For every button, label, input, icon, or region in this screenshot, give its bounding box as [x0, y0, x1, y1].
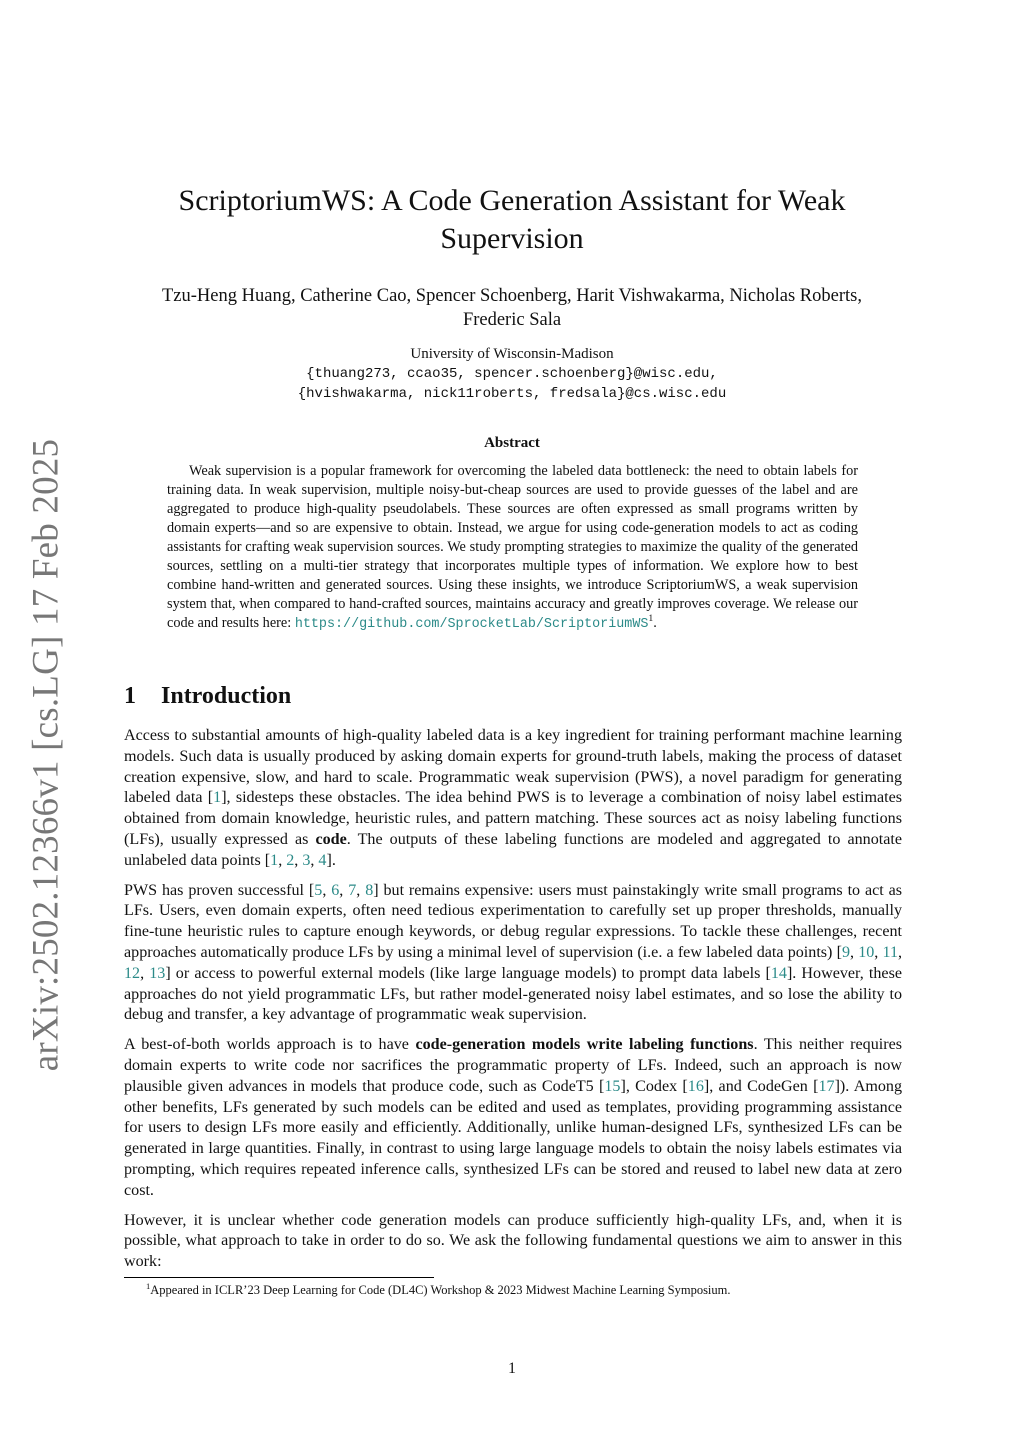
- p2-text-d: ]. However, these approaches do not yield programmatic LFs, but rather model-generated noisy label estimates, and so lose the ability to debug and transfer, a key advantage of programmatic weak supervision.: [124, 964, 902, 1024]
- p3-text-e: ]). Among other benefits, LFs generated by such models can be edited and used as templates, providing programming assistance for users to design LFs more easily and efficiently. Additionally, unlike human-designed LFs, synthesized LFs can be generated in large quantities. Finally, in contrast to using large language models to obtain the noisy labels estimates via prompting, which requires repeated inference calls, synthesized LFs can be stored and reused to label new data at zero cost.: [124, 1077, 902, 1199]
- authors-line-1: Tzu-Heng Huang, Catherine Cao, Spencer Schoenberg, Harit Vishwakarma, Nicholas Roberts,: [162, 286, 862, 306]
- separator: ,: [874, 943, 883, 961]
- paragraph-2: [124, 881, 902, 1027]
- citation[interactable]: 11: [882, 943, 898, 961]
- section-heading: [124, 683, 291, 710]
- p1-close: ].: [326, 851, 336, 869]
- citation[interactable]: 1: [213, 789, 222, 807]
- affiliation: University of Wisconsin-Madison: [410, 346, 614, 362]
- p2-text-a: PWS has proven successful [: [124, 881, 315, 899]
- paragraph-3: [124, 1035, 902, 1201]
- separator: ,: [356, 881, 366, 899]
- separator: ,: [322, 881, 332, 899]
- separator: ,: [278, 851, 287, 869]
- citation[interactable]: 16: [687, 1077, 704, 1095]
- paragraph-4: However, it is unclear whether code generation models can produce sufficiently high-quality LFs, and, when it is possible, what approach to take in order to do so. We ask the following fundamental questions we aim to answer in this work:: [124, 1211, 902, 1271]
- abstract-heading: Abstract: [484, 435, 540, 451]
- citation[interactable]: 17: [818, 1077, 835, 1095]
- citation[interactable]: 7: [348, 881, 357, 899]
- affiliation-block: [124, 345, 900, 404]
- bold-term: code: [315, 830, 347, 848]
- bold-term: code-generation models write labeling functions: [415, 1036, 754, 1054]
- paper-title: [124, 182, 900, 258]
- p1-text-c: . The outputs of these labeling functions are modeled and aggregated to annotate unlabeled data points [: [124, 830, 903, 869]
- abstract-text: [167, 462, 858, 634]
- citation[interactable]: 15: [604, 1077, 621, 1095]
- abstract-end: .: [653, 615, 657, 631]
- citation[interactable]: 6: [331, 881, 340, 899]
- citation[interactable]: 5: [314, 881, 323, 899]
- citation[interactable]: 2: [286, 851, 295, 869]
- paragraph-1: [124, 726, 902, 872]
- citation[interactable]: 9: [841, 943, 850, 961]
- page-number: 1: [508, 1360, 516, 1377]
- abstract-body: Weak supervision is a popular framework for overcoming the labeled data bottleneck: the need to obtain labels for training data. In weak supervision, multiple noisy-but-cheap sources are used to provide guesses of the label and are aggregated to produce high-quality pseudolabels. These sources are often expressed as small programs written by domain experts—and so are expensive to obtain. Instead, we argue for using code-generation models to act as coding assistants for crafting weak supervision sources. We study prompting strategies to maximize the quality of the generated sources, settling on a multi-tier strategy that incorporates multiple types of information. We explore how to best combine hand-written and generated sources. Using these insights, we introduce ScriptoriumWS, a weak supervision system that, when compared to hand-crafted sources, maintains accuracy and greatly improves coverage. We release our code and results here:: [167, 463, 858, 631]
- p3-text-c: ], Codex [: [620, 1077, 688, 1095]
- github-link[interactable]: https://github.com/SprocketLab/ScriptoriumWS: [294, 617, 649, 632]
- title-line-2: Supervision: [440, 222, 584, 255]
- emails-line-1: {thuang273, ccao35, spencer.schoenberg}@wisc.edu,: [306, 366, 718, 382]
- p2-text-b: ] but remains expensive: users must painstakingly write small programs to act as LFs. Users, even domain experts, often need tedious experimentation to carefully set up proper thresholds, manually fine-tune heuristic rules to capture enough keywords, or debug regular expressions. To tackle these challenges, recent approaches automatically produce LFs by using a minimal level of supervision (i.e. a few labeled data points) [: [124, 881, 903, 961]
- citation[interactable]: 12: [124, 964, 141, 982]
- footnote: [124, 1282, 900, 1298]
- p3-text-b: . This neither requires domain experts to write code nor sacrifices the programmatic property of LFs. Indeed, such an approach is now plausible given advances in models that produce code, such as CodeT5 [: [124, 1036, 903, 1095]
- citation[interactable]: 4: [318, 851, 327, 869]
- footnote-mark[interactable]: 1: [648, 613, 654, 625]
- footnote-number: 1: [146, 1280, 151, 1291]
- arxiv-sidebar: [14, 438, 78, 1072]
- footnote-text: Appeared in ICLR’23 Deep Learning for Code (DL4C) Workshop & 2023 Midwest Machine Learning Symposium.: [150, 1283, 731, 1297]
- citation[interactable]: 13: [149, 964, 166, 982]
- separator: ,: [898, 943, 903, 961]
- p1-text-a: Access to substantial amounts of high-quality labeled data is a key ingredient for training performant machine learning models. Such data is usually produced by asking domain experts for ground-truth labels, making the process of dataset creation expensive, slow, and hard to scale. Programmatic weak supervision (PWS), a novel paradigm for generating labeled data [: [124, 727, 902, 807]
- footnote-rule: [124, 1277, 434, 1278]
- separator: ,: [140, 964, 150, 982]
- citation[interactable]: 1: [270, 851, 279, 869]
- citation[interactable]: 3: [302, 851, 311, 869]
- title-line-1: ScriptoriumWS: A Code Generation Assistant for Weak: [178, 184, 846, 217]
- emails-line-2: {hvishwakarma, nick11roberts, fredsala}@cs.wisc.edu: [297, 386, 727, 402]
- citation[interactable]: 10: [858, 943, 875, 961]
- separator: ,: [310, 851, 319, 869]
- citation[interactable]: 14: [770, 964, 787, 982]
- p3-text-a: A best-of-both worlds approach is to have: [124, 1036, 416, 1054]
- separator: ,: [339, 881, 349, 899]
- section-number: 1: [124, 683, 136, 709]
- section-title: Introduction: [161, 683, 292, 709]
- p3-text-d: ], and CodeGen [: [703, 1077, 819, 1095]
- separator: ,: [294, 851, 303, 869]
- separator: ,: [850, 943, 859, 961]
- body-text: [124, 726, 902, 1282]
- p2-text-c: ] or access to powerful external models (like large language models) to prompt data labels [: [165, 964, 771, 982]
- author-list: [124, 284, 900, 332]
- authors-line-2: Frederic Sala: [462, 310, 562, 330]
- p1-text-b: ], sidesteps these obstacles. The idea behind PWS is to leverage a combination of noisy label estimates obtained from domain knowledge, heuristic rules, and pattern matching. These sources act as noisy labeling functions (LFs), usually expressed as: [124, 789, 902, 848]
- arxiv-identifier: arXiv:2502.12366v1 [cs.LG] 17 Feb 2025: [25, 438, 67, 1072]
- citation[interactable]: 8: [365, 881, 374, 899]
